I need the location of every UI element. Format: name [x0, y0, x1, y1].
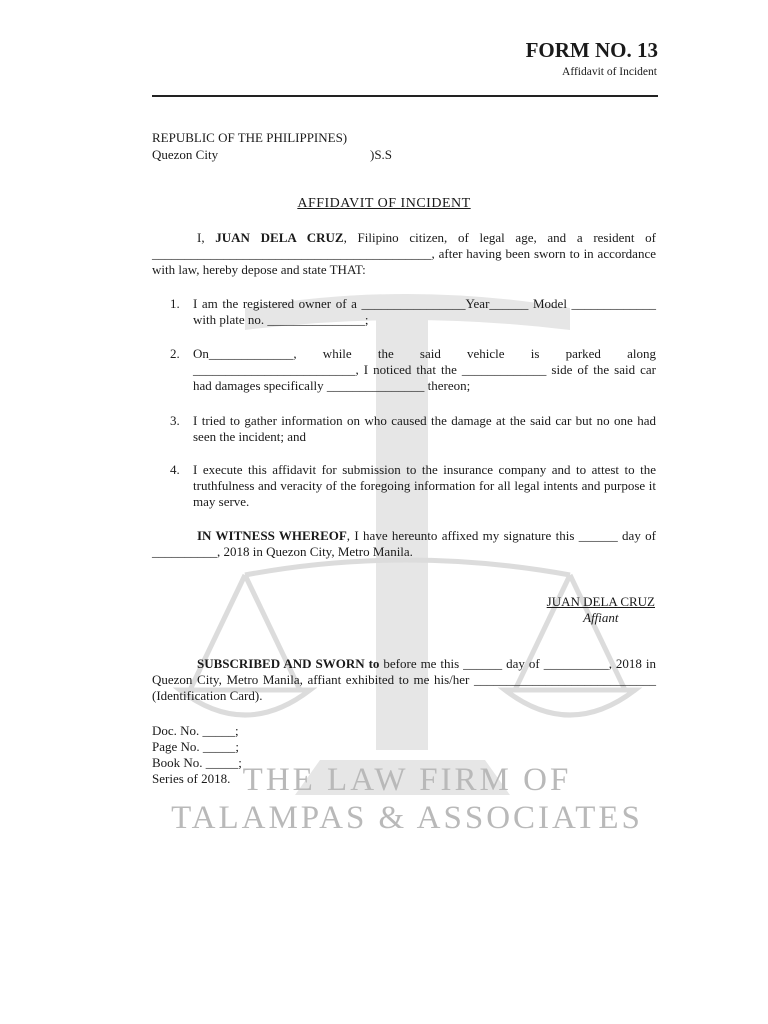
witness-text: , I have hereunto affixed my signature this ______ day of __________, 2018 in Quezon City, Metro Manila.: [152, 528, 656, 559]
item-number: 2.: [170, 346, 180, 361]
notarial-series: Series of 2018.: [152, 771, 231, 786]
jurat-to: to: [364, 656, 380, 671]
venue-line-1: REPUBLIC OF THE PHILIPPINES): [152, 130, 348, 145]
item-number: 4.: [170, 462, 180, 477]
header-divider: [152, 95, 658, 97]
item-number: 1.: [170, 296, 180, 311]
form-number: FORM NO. 13: [525, 38, 658, 62]
item-text: I tried to gather information on who caused the damage at the said car but no one had seen the incident; and: [193, 413, 656, 444]
jurat-paragraph: [152, 656, 656, 704]
witness-lead: IN WITNESS WHEREOF: [197, 528, 347, 543]
watermark-line-2: TALAMPAS & ASSOCIATES: [171, 800, 643, 836]
jurat-text: before me this ______ day of __________, 2018 in Quezon City, Metro Manila, affiant exhibited to me his/her ____________________________ (Identification Card).: [152, 656, 656, 703]
signature-block: [547, 594, 655, 626]
list-item: [170, 296, 656, 328]
item-text: On_____________, while the said vehicle is parked along _________________________, I noticed that the _____________ side of the said car had damages specifically _______________ thereon;: [193, 346, 656, 393]
list-item: [170, 346, 656, 394]
item-text: I execute this affidavit for submission to the insurance company and to attest to the truthfulness and veracity of the foregoing information for all legal intents and purpose it may serve.: [193, 462, 656, 509]
venue-city: Quezon City: [152, 147, 219, 162]
notarial-book-no: Book No. _____;: [152, 755, 242, 770]
intro-post: , Filipino citizen, of legal age, and a resident of ___________________________________________, after having been sworn to in accordance with law, hereby depose and state THAT:: [152, 230, 656, 277]
watermark-line-1: THE LAW FIRM OF: [242, 762, 572, 798]
affiant-name-inline: JUAN DELA CRUZ: [215, 230, 344, 245]
list-item: [170, 462, 656, 510]
intro-pre: I,: [197, 230, 216, 245]
notarial-doc-no: Doc. No. _____;: [152, 723, 239, 738]
signature-role: Affiant: [583, 610, 619, 625]
document-title: AFFIDAVIT OF INCIDENT: [297, 196, 471, 211]
venue-ss: )S.S: [370, 147, 393, 162]
signature-name: JUAN DELA CRUZ: [546, 594, 655, 609]
jurat-lead: SUBSCRIBED AND SWORN: [197, 656, 365, 671]
intro-paragraph: [152, 230, 656, 278]
list-item: [170, 413, 656, 445]
item-number: 3.: [170, 413, 180, 428]
form-subtitle: Affidavit of Incident: [562, 66, 657, 78]
witness-paragraph: [152, 528, 656, 560]
item-text: I am the registered owner of a ________________Year______ Model _____________ with plate no. _______________;: [193, 296, 656, 327]
notarial-page-no: Page No. _____;: [152, 739, 240, 754]
